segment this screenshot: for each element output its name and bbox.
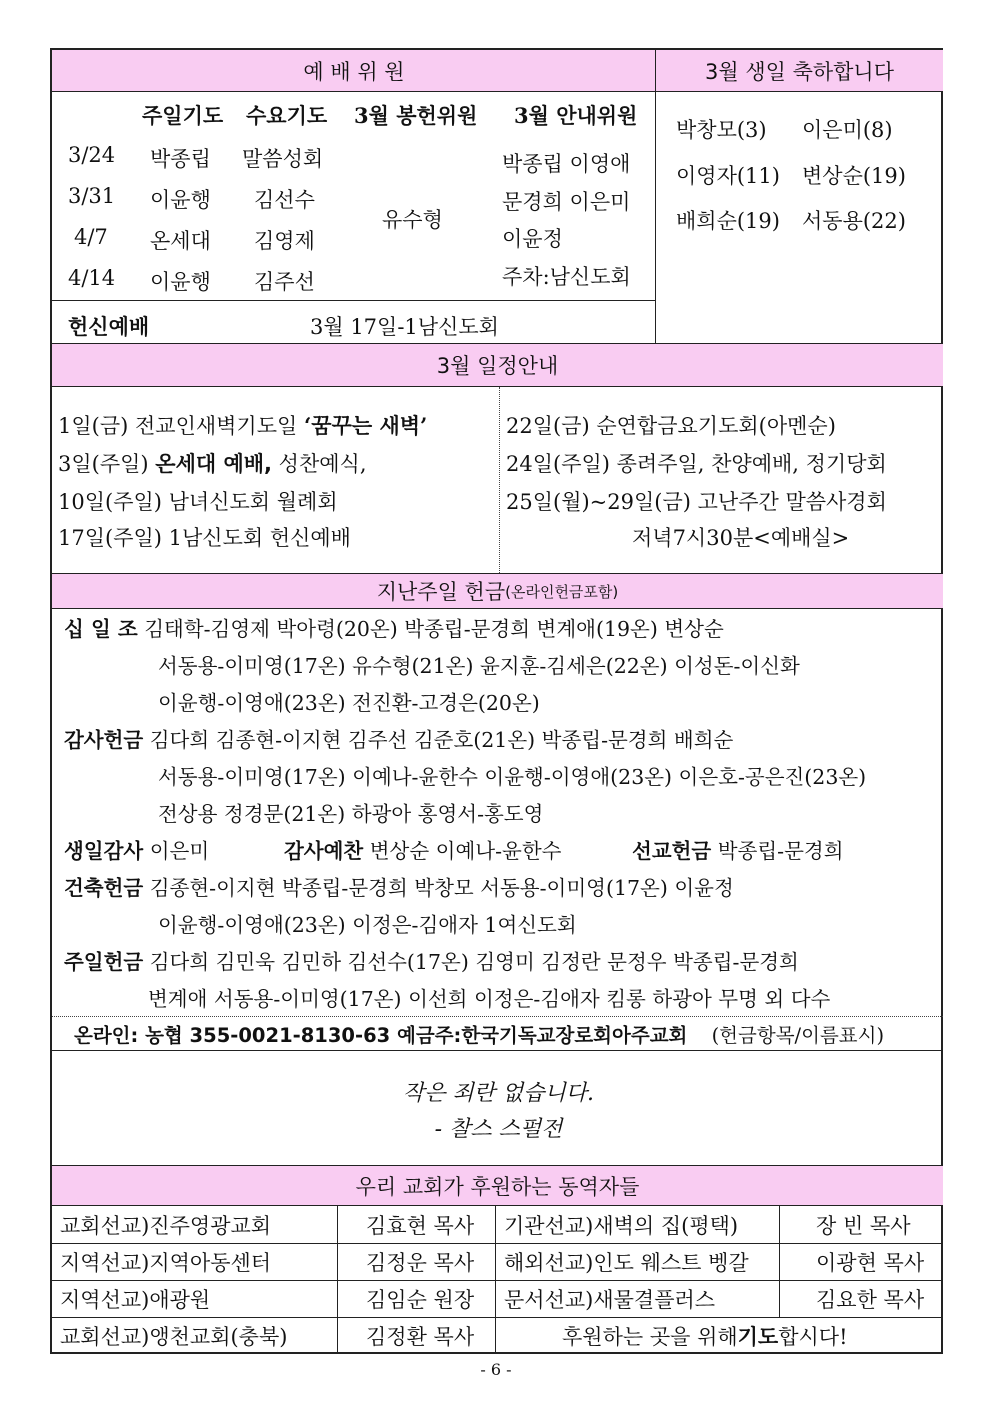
support-org: 교회선교)앵천교회(충북): [60, 1325, 288, 1349]
offering-names: 박종립-문경희: [717, 839, 844, 863]
schedule-item: 25일(월)~29일(금) 고난주간 말씀사경회: [506, 490, 887, 514]
schedule-text: 성찬예식,: [272, 452, 367, 476]
building-label: 건축헌금: [64, 876, 144, 900]
support-org: 교회선교)진주영광교회: [60, 1214, 272, 1238]
sunday-offering-row: [64, 945, 799, 975]
guide-line: 주차:남신도회: [502, 265, 631, 289]
building-row: [64, 871, 734, 901]
offering-names: 김태학-김영제 박아령(20온) 박종립-문경희 변계애(19온) 변상순: [144, 617, 724, 641]
online-account-note: (헌금항목/이름표시): [711, 1024, 885, 1047]
worship-sunday: 온세대: [150, 229, 211, 253]
worship-sunday: 이윤행: [150, 188, 211, 212]
support-header: 우리 교회가 후원하는 동역자들: [52, 1165, 943, 1206]
guide-line: 박종립 이영애: [502, 152, 631, 176]
support-pastor: 김정운 목사: [366, 1251, 475, 1275]
schedule-item: 24일(주일) 종려주일, 찬양예배, 정기당회: [506, 452, 887, 476]
schedule-text: 3일(주일): [58, 452, 156, 476]
support-pastor: 장 빈 목사: [816, 1214, 911, 1238]
mission-row: [632, 834, 844, 864]
quote-text: 작은 죄란 없습니다.: [403, 1081, 594, 1106]
closing-text: 합시다!: [778, 1325, 848, 1349]
offering-names: 이윤행-이영애(23온) 이정은-김애자 1여신도회: [158, 913, 577, 937]
online-account: [74, 1020, 884, 1048]
support-org: 기관선교)새벽의 집(평택): [504, 1214, 739, 1238]
worship-header: 예 배 위 원: [52, 50, 656, 92]
tithe-label: 십 일 조: [64, 617, 138, 641]
offering-names: 전상용 정경문(21온) 하광아 홍영서-홍도영: [158, 802, 544, 826]
tithe-row: [64, 612, 724, 642]
closing-text: 후원하는 곳을 위해: [562, 1325, 738, 1349]
quote-author: - 찰스 스펄전: [434, 1117, 563, 1142]
col-wednesday-prayer: 수요기도: [246, 103, 328, 128]
support-closing: [562, 1321, 848, 1351]
page-number: - 6 -: [480, 1360, 512, 1379]
worship-wednesday: 김주선: [254, 270, 315, 294]
schedule-item: 17일(주일) 1남신도회 헌신예배: [58, 526, 351, 550]
support-pastor: 김임순 원장: [366, 1288, 475, 1312]
offering-member: 유수형: [382, 208, 443, 232]
schedule-highlight: ‘꿈꾸는 새벽’: [303, 413, 428, 438]
thanks-label: 감사헌금: [64, 728, 144, 752]
divider: [52, 1280, 943, 1281]
birthday-person: 이은미(8): [802, 118, 893, 142]
birthday-person: 박창모(3): [676, 118, 767, 142]
divider: [52, 300, 656, 301]
support-org: 지역선교)애광원: [60, 1288, 211, 1312]
schedule-text: 1일(금) 전교인새벽기도일: [58, 414, 304, 438]
birthday-thanks-label: 생일감사: [64, 839, 144, 863]
support-org: 지역선교)지역아동센터: [60, 1251, 272, 1275]
offering-names: 이윤행-이영애(23온) 전진환-고경은(20온): [158, 691, 540, 715]
offering-header: [52, 573, 943, 609]
offering-names: 변상순 이예나-윤한수: [369, 839, 562, 863]
col-offering-members: 3월 봉헌위원: [354, 103, 478, 128]
birthday-person: 변상순(19): [802, 164, 906, 188]
bulletin-page: [50, 48, 943, 1354]
worship-date: 4/7: [74, 225, 108, 249]
worship-wednesday: 말씀성회: [242, 147, 324, 171]
schedule-item: 22일(금) 순연합금요기도회(아멘순): [506, 414, 836, 438]
thanks-row: [64, 723, 733, 753]
praise-row: [284, 834, 561, 864]
offering-names: 김다희 김민욱 김민하 김선수(17온) 김영미 김정란 문정우 박종립-문경희: [149, 950, 799, 974]
worship-sunday: 박종립: [150, 147, 211, 171]
worship-date: 4/14: [68, 266, 116, 290]
devotion-label: 헌신예배: [68, 315, 150, 339]
worship-sunday: 이윤행: [150, 270, 211, 294]
support-org: 해외선교)인도 웨스트 벵갈: [504, 1251, 749, 1275]
offering-names: 이은미: [149, 839, 210, 863]
sunday-offering-label: 주일헌금: [64, 950, 144, 974]
divider: [52, 1050, 943, 1051]
guide-line: 문경희 이은미: [502, 190, 631, 214]
schedule-header: 3월 일정안내: [52, 343, 943, 387]
schedule-item: 10일(주일) 남녀신도회 월례회: [58, 490, 338, 514]
col-sunday-prayer: 주일기도: [142, 103, 224, 128]
schedule-item: 저녁7시30분<예배실>: [632, 526, 850, 550]
worship-wednesday: 김선수: [254, 188, 315, 212]
birthday-header: 3월 생일 축하합니다: [656, 50, 943, 92]
support-pastor: 이광현 목사: [816, 1251, 925, 1275]
divider: [52, 1243, 943, 1244]
offering-names: 서동용-이미영(17온) 이예나-윤한수 이윤행-이영애(23온) 이은호-공은진(23온): [158, 765, 867, 789]
offering-names: 변계애 서동용-이미영(17온) 이선희 이정은-김애자 킴롱 하광아 무명 외 다수: [148, 987, 831, 1011]
col-guides: 3월 안내위원: [514, 103, 638, 128]
offering-subtitle: (온라인헌금포함): [505, 582, 619, 601]
offering-title: 지난주일 헌금: [376, 580, 506, 604]
birthday-person: 서동용(22): [802, 209, 906, 233]
support-pastor: 김효현 목사: [366, 1214, 475, 1238]
online-account-text: 온라인: 농협 355-0021-8130-63 예금주:한국기독교장로회아주교회: [74, 1024, 688, 1047]
divider: [779, 1206, 780, 1317]
support-pastor: 김요한 목사: [816, 1288, 925, 1312]
worship-date: 3/31: [68, 184, 116, 208]
birthday-person: 배희순(19): [676, 209, 780, 233]
offering-names: 서동용-이미영(17온) 유수형(21온) 윤지훈-김세은(22온) 이성돈-이신화: [158, 654, 800, 678]
offering-names: 김다희 김종현-이지현 김주선 김준호(21온) 박종립-문경희 배희순: [149, 728, 734, 752]
birthday-thanks-row: [64, 834, 209, 864]
worship-wednesday: 김영제: [254, 229, 315, 253]
praise-label: 감사예찬: [284, 839, 364, 863]
schedule-item: [58, 448, 367, 478]
guide-line: 이윤정: [502, 227, 563, 251]
mission-label: 선교헌금: [632, 839, 712, 863]
divider: [52, 1317, 943, 1318]
support-pastor: 김정환 목사: [366, 1325, 475, 1349]
offering-names: 김종현-이지현 박종립-문경희 박창모 서동용-이미영(17온) 이윤정: [149, 876, 734, 900]
worship-date: 3/24: [68, 143, 116, 167]
schedule-item: [58, 410, 427, 440]
devotion-value: 3월 17일-1남신도회: [310, 315, 499, 339]
divider: [52, 1016, 943, 1017]
divider: [499, 387, 500, 573]
closing-highlight: 기도: [737, 1325, 779, 1349]
support-org: 문서선교)새물결플러스: [504, 1288, 716, 1312]
schedule-highlight: 온세대 예배,: [155, 452, 272, 476]
birthday-person: 이영자(11): [676, 164, 780, 188]
